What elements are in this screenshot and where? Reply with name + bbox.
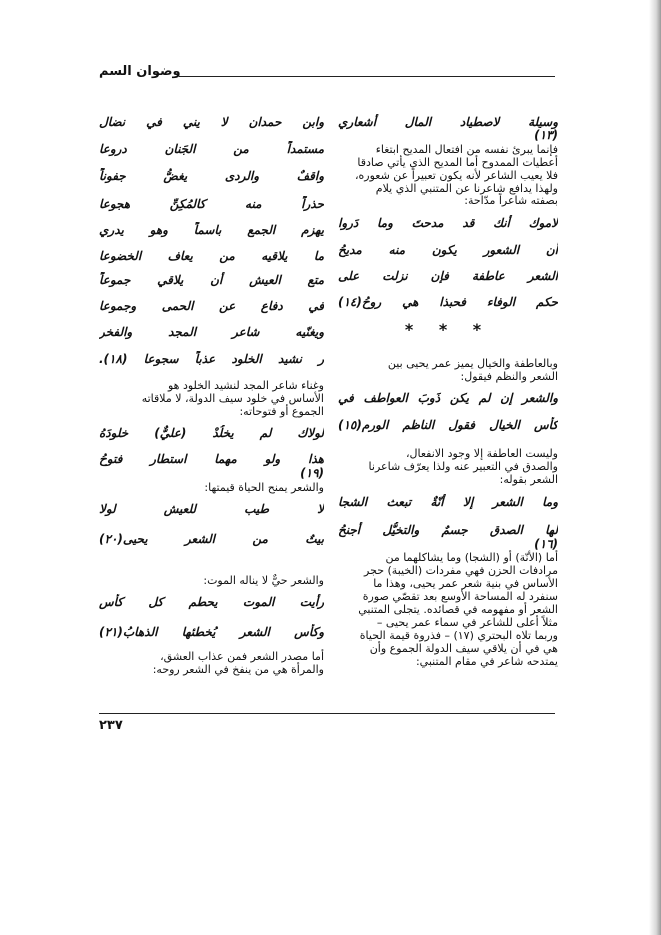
verse-line: أن الشعور يكون منه مديحُ	[338, 243, 558, 257]
prose-line: مثلاً أعلى للشاعر في سماء عمر يحيى –	[376, 616, 558, 629]
page-edge-shadow	[649, 0, 661, 935]
running-title: وضوان السم	[99, 64, 181, 79]
prose-line: سنفرد له المساحة الأوسع بعد تقصّي صورة	[362, 590, 558, 603]
verse-line: لا طيب للعيش لولا	[99, 502, 324, 516]
prose-line: الجموع أو فتوحاته:	[239, 405, 324, 418]
prose-line: الأساس في خلود سيف الدولة، لا ملاقاته	[141, 392, 324, 405]
prose-line: والمرأة هي من ينفخ في الشعر روحه:	[152, 663, 324, 676]
prose-line: أعطيات الممدوح أما المديح الذي يأتي صادقا	[357, 156, 558, 169]
verse-line: هذا ولو مهما استطار فتوحُ	[99, 452, 324, 466]
verse-line: واقفٌ والردى يغضُّ جفوناً	[99, 169, 324, 183]
verse-line: ويغنّيه شاعر المجد والفخر	[99, 325, 324, 339]
prose-line: الشعر أو مفهومه في قصائده. يتجلى المتنبي	[358, 603, 558, 616]
verse-line: يهزم الجمع باسماً وهو يدري	[99, 223, 324, 237]
prose-line: والصدق في التعبير عنه ولذا يعرّف شاعرنا	[368, 460, 558, 473]
prose-line: وبالعاطفة والخيال يميز عمر يحيى بين	[387, 357, 558, 370]
header-rule	[179, 76, 555, 77]
prose-line: وليست العاطفة إلا وجود الانفعال،	[405, 447, 558, 460]
prose-line: هي في أن يلاقي سيف الدولة الجموع وأن	[369, 642, 558, 655]
verse-line: لها الصدق جسمٌ والتخيُّل أجنحُ	[338, 523, 558, 537]
verse-line: لولاك لم يخلُدْ (عليٌّ) خلودَهُ	[99, 426, 324, 440]
verse-line: وسيلة لاصطياد المال أشعاري	[338, 115, 558, 129]
verse-line: كأس الخيال فقول الناظم الورم(١٥)	[338, 418, 558, 432]
prose-line: الشعر بقوله:	[499, 473, 558, 486]
verse-line: (١٦)	[534, 537, 558, 551]
prose-line: فلا يعيب الشاعر لأنه يكون تعبيراً عن شعوره،	[354, 169, 558, 182]
prose-line: والشعر حيٌّ لا يناله الموت:	[203, 574, 324, 587]
verse-line: وابن حمدان لا يني في نضال	[99, 115, 324, 129]
verse-line: والشعر إن لم يكن ذَوبَ العواطف في	[338, 391, 558, 405]
prose-line: أما (الأنّة) أو (الشجا) وما يشاكلهما من	[385, 551, 558, 564]
prose-line: يمتدحه شاعر في مقام المتنبي:	[415, 655, 558, 668]
prose-line: فإنما يبرئ نفسه من افتعال المديح ابتغاء	[375, 143, 558, 156]
verse-line: ر نشيد الخلود عذباً سجوعا (١٨).	[99, 352, 324, 366]
prose-line: والشعر يمنح الحياة قيمتها:	[204, 481, 324, 494]
verse-line: (١٩)	[300, 466, 324, 480]
verse-line: الشعر عاطفة فإن نزلت على	[338, 269, 558, 283]
verse-line: لاموك أنك قد مدحتَ وما دَروا	[338, 216, 558, 230]
footer-rule	[99, 713, 555, 714]
section-separator-stars: * * *	[404, 320, 492, 339]
verse-line: في دفاع عن الحمى وجموعا	[99, 299, 324, 313]
page-number: ٢٣٧	[99, 718, 123, 733]
verse-line: بيتٌ من الشعر يحيى(٢٠)	[99, 532, 324, 546]
verse-line: رأيت الموت يحطم كل كأس	[99, 595, 324, 609]
prose-line: وربما تلاه البحتري (١٧) – فذروة قيمة الحياة	[359, 629, 558, 642]
prose-line: الأساس في بنية شعر عمر يحيى، وهذا ما	[373, 577, 558, 590]
prose-line: أما مصدر الشعر فمن عذاب العشق،	[160, 650, 324, 663]
verse-line: وكأس الشعر يُخطئها الذهابُ(٢١)	[99, 625, 324, 639]
verse-line: متع العيش أن يلاقي جموعاً	[99, 273, 324, 287]
verse-line: حذراً منه كالمُكِنِّ هجوعا	[99, 197, 324, 211]
verse-line: وما الشعر إلا أنّةٌ تبعث الشجا	[338, 495, 558, 509]
prose-line: مرادفات الحزن فهي مفردات (الخيبة) حجر	[364, 564, 558, 577]
verse-line: ما يلاقيه من يعاف الخضوعا	[99, 249, 324, 263]
prose-line: وغناء شاعر المجد لنشيد الخلود هو	[167, 379, 324, 392]
verse-line: (١٣)	[534, 128, 558, 142]
verse-line: مستمداً من الجَنان دروعا	[99, 142, 324, 156]
verse-line: حكم الوفاء فحبذا هي روحُ(١٤)	[338, 295, 558, 309]
prose-line: بصفته شاعراً مدّاحة:	[464, 194, 558, 207]
prose-line: ولهذا يدافع شاعرنا عن المتنبي الذي يلام	[375, 182, 558, 195]
prose-line: الشعر والنظم فيقول:	[460, 370, 558, 383]
